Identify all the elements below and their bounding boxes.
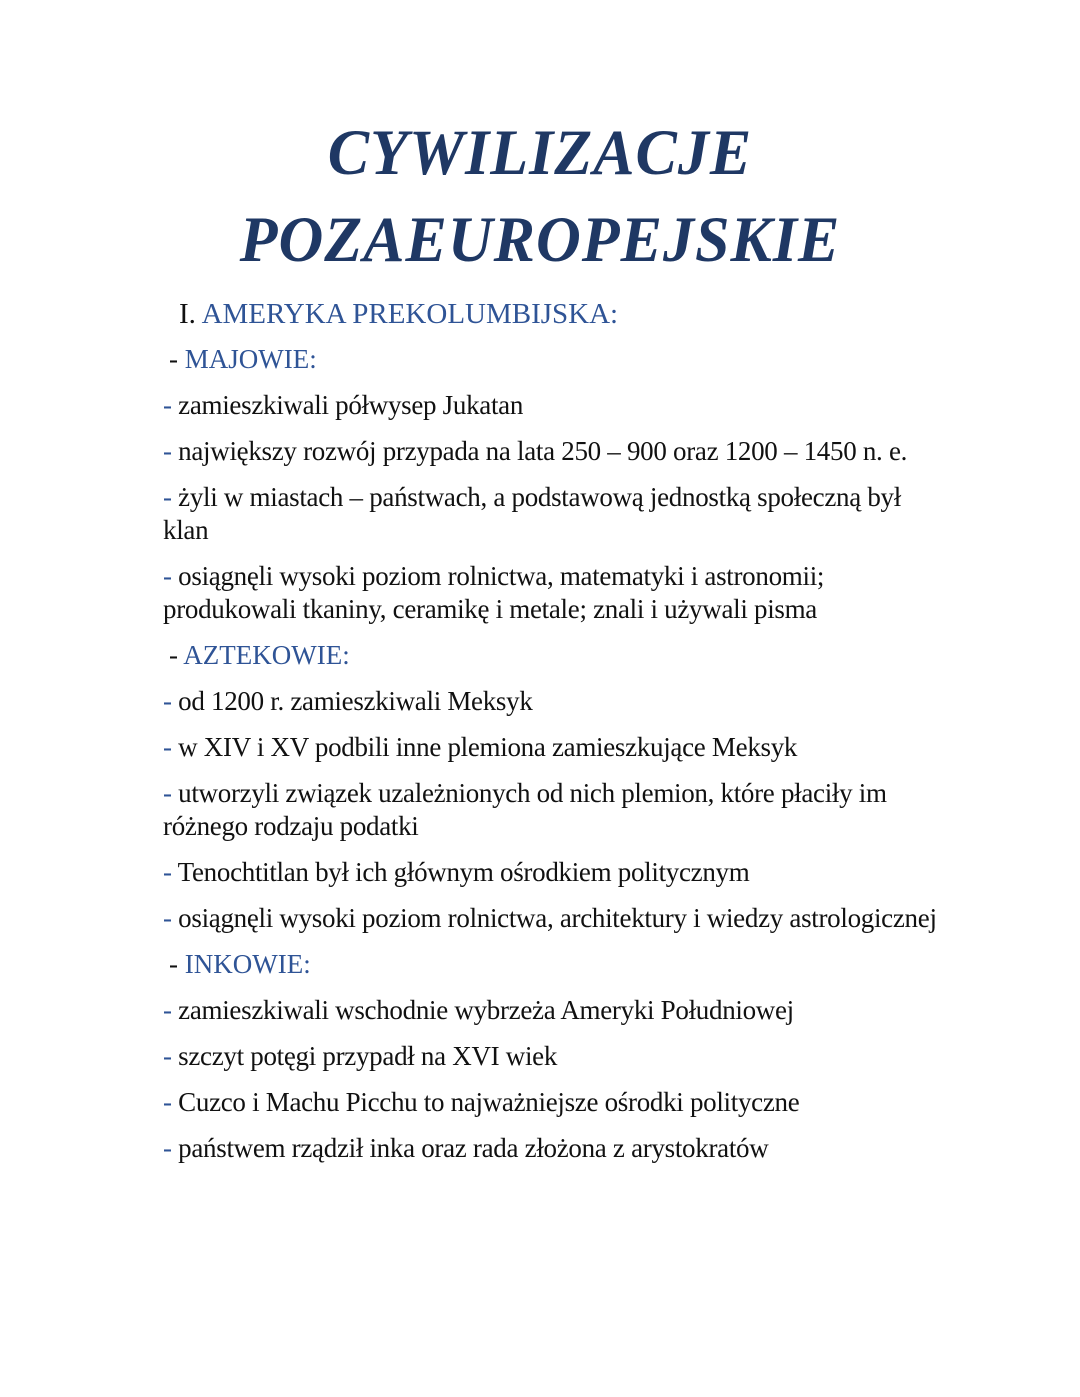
document-body <box>163 296 943 1178</box>
list-item-text: zamieszkiwali wschodnie wybrzeża Ameryki Południowej <box>178 995 794 1025</box>
list-item-text: osiągnęli wysoki poziom rolnictwa, architektury i wiedzy astrologicznej <box>178 903 937 933</box>
list-item-text: w XIV i XV podbili inne plemiona zamieszkujące Meksyk <box>178 732 798 762</box>
bullet-dash: - <box>163 857 172 887</box>
section-label: AMERYKA PREKOLUMBIJSKA: <box>201 298 619 330</box>
list-item <box>163 1040 943 1073</box>
heading-dash: - <box>169 344 178 374</box>
bullet-dash: - <box>163 903 172 933</box>
list-item <box>163 435 943 468</box>
list-item <box>163 777 943 843</box>
subsection-label: AZTEKOWIE: <box>183 640 350 670</box>
section-heading <box>179 296 943 332</box>
list-item <box>163 856 943 889</box>
subsection-heading <box>169 343 943 376</box>
list-item <box>163 731 943 764</box>
bullet-dash: - <box>163 995 172 1025</box>
list-item-text: Cuzco i Machu Picchu to najważniejsze ośrodki polityczne <box>178 1087 800 1117</box>
list-item <box>163 481 943 547</box>
list-item-text: państwem rządził inka oraz rada złożona z arystokratów <box>178 1133 769 1163</box>
heading-dash: - <box>169 949 178 979</box>
bullet-dash: - <box>163 1087 172 1117</box>
list-item <box>163 389 943 422</box>
list-item-text: żyli w miastach – państwach, a podstawową jednostką społeczną był klan <box>163 482 901 545</box>
list-item <box>163 560 943 626</box>
list-item <box>163 685 943 718</box>
bullet-dash: - <box>163 390 172 420</box>
bullet-dash: - <box>163 732 172 762</box>
subsection-heading <box>169 639 943 672</box>
bullet-dash: - <box>163 778 172 808</box>
list-item-text: osiągnęli wysoki poziom rolnictwa, matematyki i astronomii; produkowali tkaniny, ceramikę i metale; znali i używali pisma <box>163 561 825 624</box>
list-item <box>163 1086 943 1119</box>
document-title-line-2: POZAEUROPEJSKIE <box>239 204 841 276</box>
bullet-dash: - <box>163 561 172 591</box>
document-title-line-1: CYWILIZACJE <box>327 117 753 189</box>
subsection-label: MAJOWIE: <box>184 344 317 374</box>
bullet-dash: - <box>163 1133 172 1163</box>
list-item-text: szczyt potęgi przypadł na XVI wiek <box>178 1041 558 1071</box>
subsection-label: INKOWIE: <box>184 949 311 979</box>
list-item-text: utworzyli związek uzależnionych od nich plemion, które płaciły im różnego rodzaju podatki <box>163 778 887 841</box>
bullet-dash: - <box>163 686 172 716</box>
list-item <box>163 994 943 1027</box>
section-numeral: I. <box>179 298 196 330</box>
list-item-text: od 1200 r. zamieszkiwali Meksyk <box>178 686 533 716</box>
list-item-text: Tenochtitlan był ich głównym ośrodkiem politycznym <box>177 857 750 887</box>
bullet-dash: - <box>163 1041 172 1071</box>
list-item <box>163 902 943 935</box>
bullet-dash: - <box>163 482 172 512</box>
section-groups <box>163 343 943 1165</box>
subsection-heading <box>169 948 943 981</box>
heading-dash: - <box>169 640 178 670</box>
list-item <box>163 1132 943 1165</box>
bullet-dash: - <box>163 436 172 466</box>
list-item-text: największy rozwój przypada na lata 250 – 900 oraz 1200 – 1450 n. e. <box>178 436 908 466</box>
list-item-text: zamieszkiwali półwysep Jukatan <box>178 390 524 420</box>
